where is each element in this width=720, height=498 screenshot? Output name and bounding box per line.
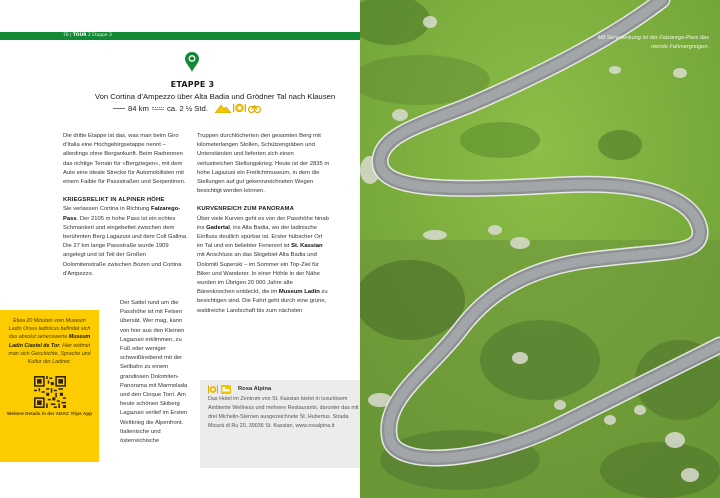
stage-meta xyxy=(113,103,261,113)
paragraph-falzarego: Sie verlassen Cortina in Richtung Falzarego-Pass. Der 2105 m hohe Pass ist ein echtes Schmankerl und eingebettet zwischen dem berühmten Berg Lagazuoi und dem Coll Gallina. Die 27 km lange Passstraße wurde 1909 angelegt und ist Teil der Großen Dolomitenstraße zwischen Bozen und Cortina d'Ampezzo. xyxy=(63,206,188,277)
text-column-1 xyxy=(63,132,188,279)
mountain-icon xyxy=(215,104,231,113)
qr-code-icon[interactable] xyxy=(34,376,66,408)
paragraph-sattel: Der Sattel rund um die Passhöhe ist mit Felsen übersät. Wer mag, kann von hier aus den Kleinen Lagazuoi erklimmen, zu Fuß oder weniger schweißtreibend mit der Seilbahn zu einem grandiosen Dolomiten-Panorama mit Marmolada und den Cinque Torri. Am heute schönen Skiberg Lagazuoi verlief im Ersten Weltkrieg die Alpenfront. Italienische und österreichische xyxy=(120,300,188,445)
info-box-title: Rosa Alpina xyxy=(238,386,272,392)
running-header: 70 | TOUR 2 Etappe 3 xyxy=(63,33,112,38)
serpentine-road-photo xyxy=(360,0,720,498)
tip-text: Etwa 20 Minuten vom Museum Ladin Ursus ladinicus befindet sich das absolut sehenswerte Museum Ladin Ciastel de Tor. Hier widmet man sich Geschichte, Sprache und Kultur der Ladiner. xyxy=(8,318,91,366)
restaurant-icon xyxy=(208,385,218,394)
map-pin-icon xyxy=(185,52,199,72)
stage-duration: ca. 2 ½ Std. xyxy=(166,103,208,113)
text-column-1-continued xyxy=(120,299,190,446)
stage-route: Von Cortina d'Ampezzo über Alta Badia und Grödner Tal nach Klausen xyxy=(94,92,336,101)
page-number: 70 xyxy=(63,33,69,38)
photo-caption: Mit Servolenkung ist der Falzarego-Pass das reinste Fahrvergnügen. xyxy=(597,35,709,50)
text-column-2 xyxy=(197,132,330,316)
info-box-body: Das Hotel im Zentrum von St. Kassian bietet in luxuriösem Ambiente Wellness und mehrere Restaurants, darunter das mit drei Michelin-Sternen ausgezeichnete St. Hubertus. Strada Micurá di Ru 20, 39036 St. Kassian, www.rosalpina.it xyxy=(208,396,359,429)
distance-arrow-icon xyxy=(113,108,125,111)
duration-road-icon xyxy=(152,107,164,110)
info-box-header xyxy=(208,384,360,394)
hotel-info-box xyxy=(200,380,360,468)
tip-box xyxy=(0,310,99,462)
restaurant-icon xyxy=(233,103,246,113)
stage-distance: 84 km xyxy=(128,103,149,113)
section-heading-kurvenreich: KURVENREICH ZUM PANORAMA xyxy=(197,206,294,213)
section-detail: 2 Etappe 3 xyxy=(87,33,112,38)
paragraph-gadertal: Über viele Kurven geht es von der Passhöhe hinab ins Gadertal, ins Alta Badia, wo der ladinische Einfluss deutlich spürbar ist. Erster hübscher Ort im Tal und ein beliebter Ferienort ist St. Kassian mit Anschluss an das Skigebiet Alta Badia und Dolomiti Superski – im Sommer ein Top-Ziel für Biker und Wanderer. In einer Höhle in der Nähe wurden im Übrigen 20 000 Jahre alte Bärenknochen entdeckt, die im Museum Ladin zu besichtigen sind. Die Fahrt geht durch eine grüne, waldreiche Landschaft bis zum nächsten xyxy=(197,215,329,314)
section-label: TOUR xyxy=(72,33,87,38)
paragraph-truppen: Truppen durchlöcherten den gesamten Berg mit kilometerlangen Stollen, Schützengräben und Unterständen und lieferten sich einen verlustreichen Stellungskrieg. Heute ist der 2835 m hohe Lagazuoi ein Freilichtmuseum, in dem die Stellungen auf gut gekennzeichneten Wegen besichtigt werden können. xyxy=(197,133,330,195)
section-heading-kriegsrelikt: KRIEGSRELIKT IN ALPINER HÖHE xyxy=(63,197,165,204)
photo-page xyxy=(360,0,720,498)
bike-icon xyxy=(248,104,261,113)
header-bar xyxy=(0,32,360,40)
qr-caption: Weitere Details in der ADAC Trips App xyxy=(7,411,92,417)
hotel-icon xyxy=(221,385,231,394)
stage-title: ETAPPE 3 xyxy=(170,80,215,89)
intro-paragraph: Die dritte Etappe ist das, was man beim Giro d'Italia eine Hochgebirgsetappe nennt – allerdings ohne Bergankunft. Beim Radrennen das richtige Terrain für »Bergziegen«, mit dem Auto eine ideale Strecke für Automobilisten mit einem Faible für Passstraßen und Serpentinen. xyxy=(63,133,186,186)
